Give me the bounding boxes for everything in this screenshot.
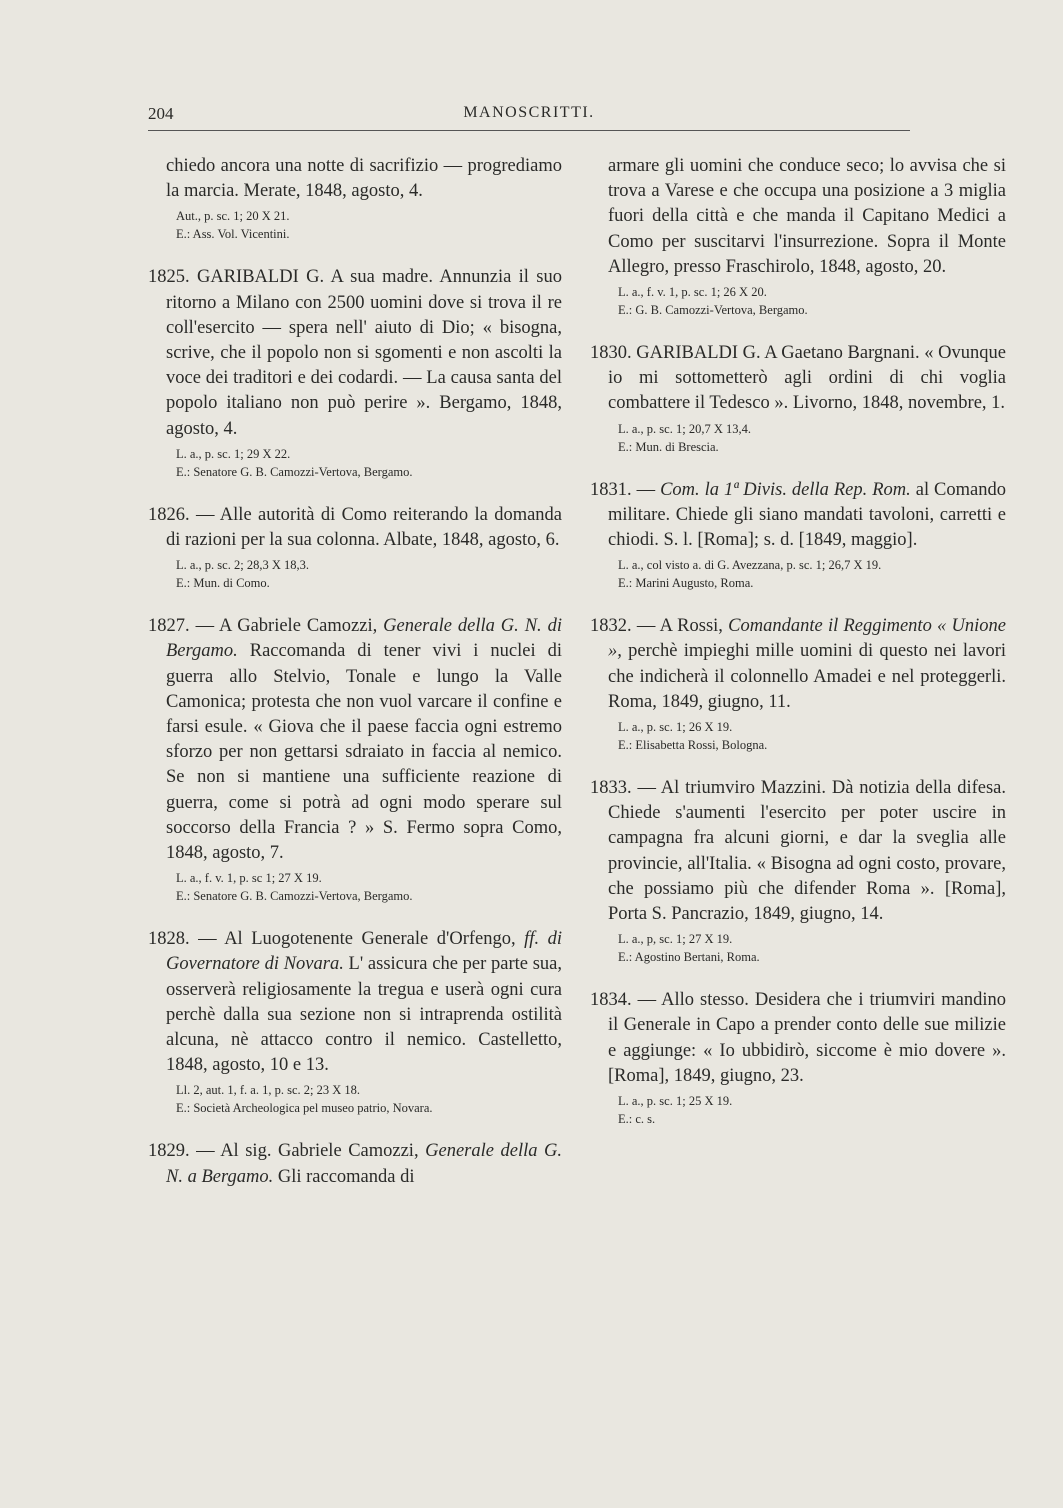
entry-number: 1834. [590, 990, 632, 1011]
entry-physical-note: L. a., f. v. 1, p. sc 1; 27 X 19. [176, 871, 322, 886]
running-title: MANOSCRITTI. [463, 104, 595, 121]
entry-body: — Allo stesso. Desidera che i triumviri mandino il Generale in Capo a prender conto delle sue milizie e aggiunge: « Io ubbidirò, siccome è mio dovere ». [Roma], 1849, giugno, 23. [608, 990, 1006, 1086]
entry-number: 1827. [148, 616, 190, 637]
entry-1832 [590, 614, 1007, 754]
entry-body-start: — Al Luogotenente Generale d'Orfengo, [198, 929, 525, 950]
right-column [590, 154, 1007, 1128]
entry-body-start: — Al sig. Gabriele Camozzi, [196, 1141, 426, 1162]
entry-text [148, 1139, 563, 1189]
entry-recipient-title: Generale della G. N. a Bergamo. [166, 1141, 563, 1187]
entry-text [148, 503, 563, 553]
entry-text [148, 927, 563, 1078]
entry-physical-note: Ll. 2, aut. 1, f. a. 1, p. sc. 2; 23 X 18. [176, 1083, 361, 1098]
entry-number: 1825. [148, 267, 190, 288]
entry-text: armare gli uomini che conduce seco; lo avvisa che si trova a Varese e che occupa una posizione a 3 miglia fuori della città e che manda il Capitano Medici a Como per suscitarvi l'insurrezione. Sopra il Monte Allegro, presso Fraschirolo, 1848, agosto, 20. [608, 156, 1006, 277]
entry-number: 1830. [590, 343, 632, 364]
entry-owner-note: E.: Senatore G. B. Camozzi-Vertova, Bergamo. [176, 889, 413, 904]
entry-recipient-title: Comandante il Reggimento « Unione », [608, 616, 1007, 662]
entry-owner-note: E.: Senatore G. B. Camozzi-Vertova, Bergamo. [176, 464, 413, 479]
entry-owner-note: E.: Ass. Vol. Vicentini. [176, 227, 290, 242]
entry-text: chiedo ancora una notte di sacrifizio — progrediamo la marcia. Merate, 1848, agosto, 4. [166, 156, 562, 202]
entry-owner-note: E.: Società Archeologica pel museo patrio, Novara. [176, 1101, 433, 1116]
entry-text [148, 265, 563, 441]
entry-body: — Al triumviro Mazzini. Dà notizia della difesa. Chiede s'aumenti l'esercito per poter uscire in campagna fra alcuni giorni, e dar la sveglia alle provincie, all'Italia. « Bisogna ad ogni costo, provare, che possiamo più che difender Roma ». [Roma], Porta S. Pancrazio, 1849, giugno, 14. [608, 778, 1006, 925]
entry-number: 1829. [148, 1141, 190, 1162]
entry-1834 [590, 988, 1006, 1128]
entry-number: 1833. [590, 778, 632, 799]
entry-text [590, 614, 1007, 715]
entry-body: Gli raccomanda di [273, 1166, 415, 1187]
entry-1833 [590, 776, 1006, 966]
entry-recipient-title: ff. di Governatore di Novara. [166, 929, 563, 975]
entry-recipient-title: Com. la 1ª Divis. della Rep. Rom. [660, 479, 911, 500]
entry-1829 [148, 1139, 563, 1189]
entry-physical-note: L. a., p. sc. 2; 28,3 X 18,3. [176, 558, 309, 573]
entry-continued-right [608, 154, 1006, 319]
entry-text [590, 776, 1006, 927]
entry-owner-note: E.: c. s. [618, 1112, 656, 1127]
entry-number: 1826. [148, 504, 190, 525]
entry-physical-note: L. a., f. v. 1, p. sc. 1; 26 X 20. [618, 285, 767, 300]
entry-owner-note: E.: Agostino Bertani, Roma. [618, 950, 760, 965]
entry-number: 1832. [590, 616, 632, 637]
entry-body-start: — A Gabriele Camozzi, [195, 616, 384, 637]
entry-1826 [148, 503, 563, 592]
entry-continued-left [166, 154, 562, 243]
entry-body: L' assicura che per parte sua, osserverà religiosamente la tregua e userà ogni cura perchè dalla sua sezione non si intraprenda ostilità alcuna, nè attacco contro il nemico. Castelletto, 1848, agosto, 10 e 13. [166, 954, 562, 1076]
entry-text [590, 988, 1006, 1089]
left-column [148, 154, 563, 1190]
entry-physical-note: L. a., p, sc. 1; 27 X 19. [618, 932, 733, 947]
entry-body-start: — A Rossi, [636, 616, 729, 637]
entry-number: 1828. [148, 929, 190, 950]
entry-physical-note: Aut., p. sc. 1; 20 X 21. [176, 209, 290, 224]
page-header [148, 104, 910, 128]
entry-recipient-title: Generale della G. N. di Bergamo. [166, 616, 562, 662]
entry-body-start: — [636, 479, 661, 500]
entry-1830 [590, 341, 1007, 456]
entry-physical-note: L. a., p. sc. 1; 20,7 X 13,4. [618, 421, 751, 436]
entry-owner-note: E.: Elisabetta Rossi, Bologna. [618, 738, 768, 753]
page-number: 204 [148, 104, 174, 123]
entry-owner-note: E.: Marini Augusto, Roma. [618, 576, 754, 591]
entry-body: GARIBALDI G. A sua madre. Annunzia il suo ritorno a Milano con 2500 uomini dove si trova il re coll'esercito — spera nell' aiuto di Dio; « bisogna, scrive, che il popolo non si sgomenti e non ascolti la voce dei traditori e dei codardi. — La causa santa del popolo italiano non può perire ». Bergamo, 1848, agosto, 4. [166, 267, 563, 439]
entry-owner-note: E.: G. B. Camozzi-Vertova, Bergamo. [618, 303, 808, 318]
entry-number: 1831. [590, 479, 632, 500]
entry-owner-note: E.: Mun. di Brescia. [618, 439, 719, 454]
entry-body: al Comando militare. Chiede gli siano mandati tavoloni, carretti e chiodi. S. l. [Roma]; s. d. [1849, maggio]. [608, 479, 1006, 551]
entry-owner-note: E.: Mun. di Como. [176, 576, 270, 591]
entry-physical-note: L. a., col visto a. di G. Avezzana, p. sc. 1; 26,7 X 19. [618, 558, 882, 573]
entry-text [148, 614, 562, 866]
header-rule [148, 130, 910, 131]
entry-1831 [590, 478, 1006, 593]
entry-physical-note: L. a., p. sc. 1; 29 X 22. [176, 446, 291, 461]
entry-body: Raccomanda di tener vivi i nuclei di guerra allo Stelvio, Tonale e lungo la Valle Camonica; protesta che non vuol varcare il confine e farsi esule. « Giova che il paese faccia ogni estremo sforzo per non gettarsi sdraiato in faccia al nemico. Se non si mantiene una sufficiente reazione di guerra, come si potrà ad ogni modo sperare sul soccorso della Francia ? » S. Fermo sopra Como, 1848, agosto, 7. [166, 641, 562, 864]
entry-physical-note: L. a., p. sc. 1; 25 X 19. [618, 1094, 733, 1109]
entry-physical-note: L. a., p. sc. 1; 26 X 19. [618, 720, 733, 735]
entry-text [590, 341, 1007, 417]
entry-1825 [148, 265, 563, 480]
entry-1827 [148, 614, 562, 905]
entry-body: GARIBALDI G. A Gaetano Bargnani. « Ovunque io mi sottometterò agli ordini di chi voglia combattere il Tedesco ». Livorno, 1848, novembre, 1. [608, 343, 1007, 414]
entry-text [590, 478, 1006, 554]
entry-body: perchè impieghi mille uomini di questo nei lavori che indicherà il colonnello Amadei e nel proteggerli. Roma, 1849, giugno, 11. [608, 641, 1006, 712]
entry-1828 [148, 927, 563, 1117]
entry-body: — Alle autorità di Como reiterando la domanda di razioni per la sua colonna. Albate, 1848, agosto, 6. [166, 504, 563, 551]
